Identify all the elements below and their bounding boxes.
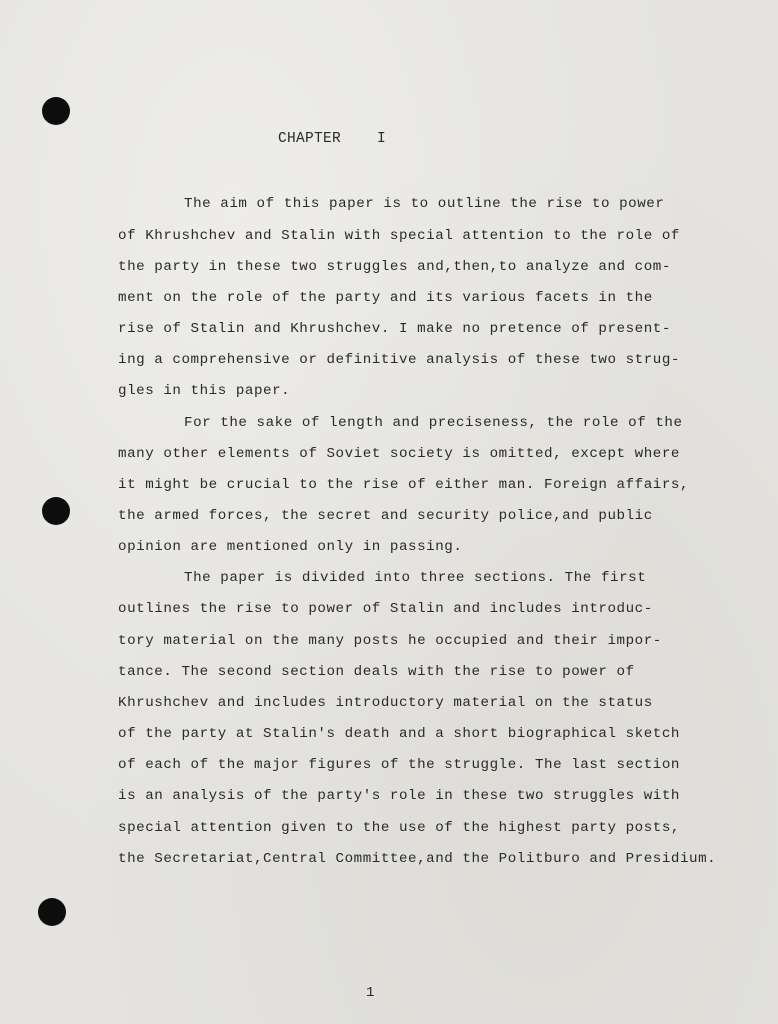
binder-hole-middle xyxy=(42,497,70,525)
paragraph-3-line-9: special attention given to the use of the highest party posts, xyxy=(118,820,680,836)
paragraph-1-line-1: The aim of this paper is to outline the rise to power xyxy=(184,196,665,212)
paragraph-3-line-3: tory material on the many posts he occupied and their impor- xyxy=(118,633,662,649)
paragraph-2-line-5: opinion are mentioned only in passing. xyxy=(118,539,463,555)
paragraph-2-line-3: it might be crucial to the rise of either man. Foreign affairs, xyxy=(118,477,690,493)
paragraph-3-line-1: The paper is divided into three sections. The first xyxy=(184,570,647,586)
paragraph-3-line-6: of the party at Stalin's death and a short biographical sketch xyxy=(118,726,680,742)
paragraph-1-line-7: gles in this paper. xyxy=(118,383,291,399)
binder-hole-top xyxy=(42,97,70,125)
paragraph-3-line-2: outlines the rise to power of Stalin and includes introduc- xyxy=(118,601,653,617)
chapter-heading: CHAPTER I xyxy=(278,131,387,147)
paragraph-3-line-10: the Secretariat,Central Committee,and the Politburo and Presidium. xyxy=(118,851,717,867)
page-number: 1 xyxy=(366,985,375,1001)
paragraph-1-line-2: of Khrushchev and Stalin with special attention to the role of xyxy=(118,228,680,244)
paragraph-2-line-2: many other elements of Soviet society is omitted, except where xyxy=(118,446,680,462)
paragraph-3-line-8: is an analysis of the party's role in these two struggles with xyxy=(118,788,680,804)
paragraph-2-line-4: the armed forces, the secret and security police,and public xyxy=(118,508,653,524)
paragraph-3-line-4: tance. The second section deals with the rise to power of xyxy=(118,664,635,680)
paragraph-1-line-4: ment on the role of the party and its various facets in the xyxy=(118,290,653,306)
paragraph-1-line-3: the party in these two struggles and,then,to analyze and com- xyxy=(118,259,671,275)
binder-hole-bottom xyxy=(38,898,66,926)
paragraph-2-line-1: For the sake of length and preciseness, the role of the xyxy=(184,415,683,431)
paragraph-3-line-5: Khrushchev and includes introductory material on the status xyxy=(118,695,653,711)
paragraph-1-line-5: rise of Stalin and Khrushchev. I make no pretence of present- xyxy=(118,321,671,337)
paragraph-1-line-6: ing a comprehensive or definitive analysis of these two strug- xyxy=(118,352,680,368)
paragraph-3-line-7: of each of the major figures of the struggle. The last section xyxy=(118,757,680,773)
